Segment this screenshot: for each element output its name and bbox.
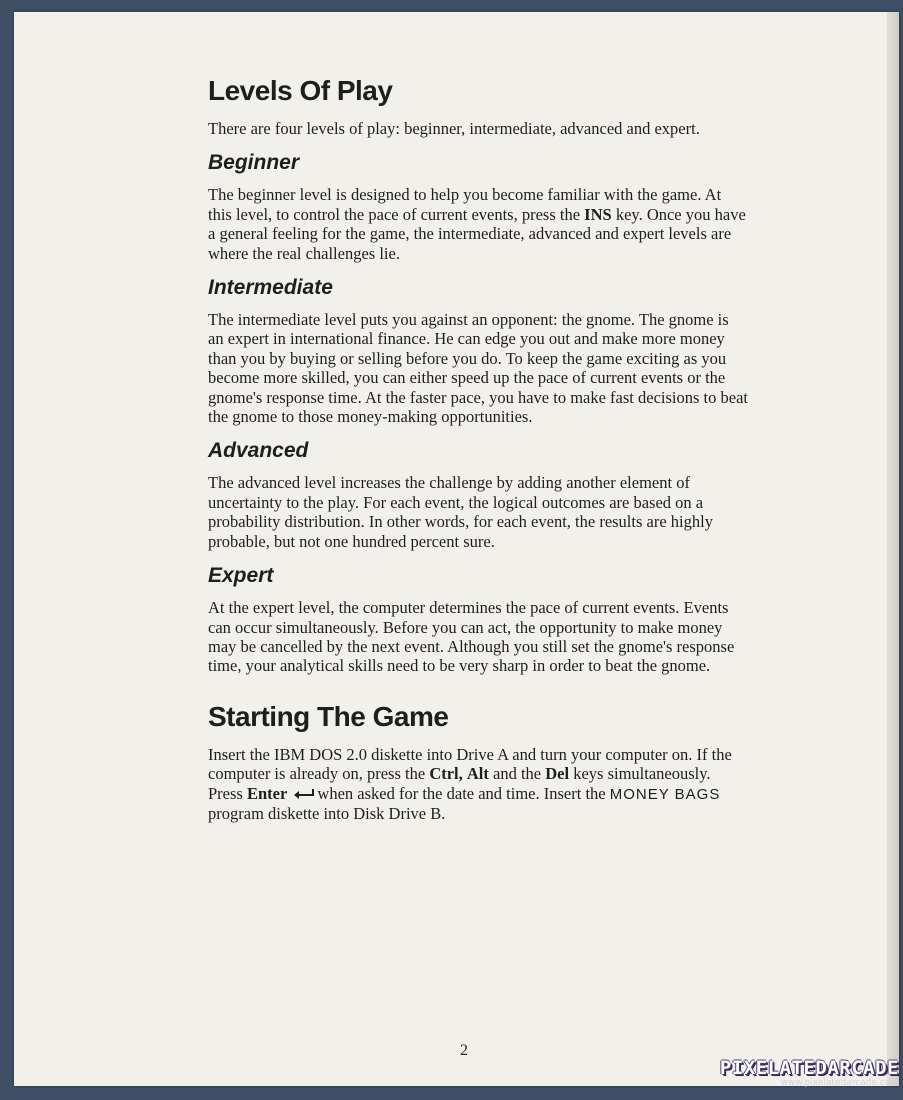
intermediate-paragraph: The intermediate level puts you against an opponent: the gnome. The gnome is an expert in international finance. He can edge you out and make more money than you by buying or selling before you do. To keep the game exciting as you become more skilled, you can either speed up the pace of current events or the gnome's response time. At the faster pace, you have to make fast decisions to beat the gnome to those money-making opportunities. — [208, 310, 748, 427]
starting-game-paragraph: Insert the IBM DOS 2.0 diskette into Drive A and turn your computer on. If the computer is already on, press the Ctrl, Alt and the Del keys simultaneously. Press Enter when asked for the date and time. Insert the MONEY BAGS program diskette into Disk Drive B. — [208, 744, 732, 823]
page-edge — [887, 12, 899, 1086]
return-arrow-icon — [293, 788, 315, 800]
manual-page — [14, 12, 899, 1086]
expert-heading: Expert — [208, 564, 274, 588]
beginner-heading: Beginner — [208, 151, 300, 175]
page-content — [208, 74, 748, 823]
intermediate-heading: Intermediate — [208, 276, 333, 300]
money-bags-program-name: MONEY BAGS — [609, 785, 721, 803]
levels-intro-paragraph: There are four levels of play: beginner, intermediate, advanced and expert. — [208, 119, 700, 138]
watermark-title: PIXELATEDARCADE — [719, 1057, 899, 1079]
enter-key-label: Enter — [246, 783, 288, 803]
advanced-paragraph: The advanced level increases the challenge by adding another element of uncertainty to the play. For each event, the logical outcomes are based on a probability distribution. In other words, for each event, the results are highly probable, but not one hundred percent sure. — [208, 473, 713, 551]
watermark — [720, 1057, 899, 1088]
page-number: 2 — [460, 1042, 468, 1059]
advanced-heading: Advanced — [208, 439, 309, 463]
alt-key-label: Alt — [466, 764, 489, 784]
expert-paragraph: At the expert level, the computer determines the pace of current events. Events can occur simultaneously. Before you can act, the opportunity to make money may be cancelled by the next event. Although you still set the gnome's response time, your analytical skills need to be very sharp in order to beat the gnome. — [208, 598, 735, 676]
watermark-url: www.pixelatedarcade.com — [780, 1078, 899, 1088]
starting-the-game-title: Starting The Game — [208, 700, 449, 732]
ctrl-key-label: Ctrl, — [429, 764, 463, 784]
del-key-label: Del — [545, 764, 570, 784]
beginner-paragraph: The beginner level is designed to help you become familiar with the game. At this level, to control the pace of current events, press the INS key. Once you have a general feeling for the game, the intermediate, advanced and expert levels are where the real challenges lie. — [208, 185, 746, 263]
levels-of-play-title: Levels Of Play — [208, 75, 393, 106]
ins-key-label: INS — [584, 204, 612, 224]
